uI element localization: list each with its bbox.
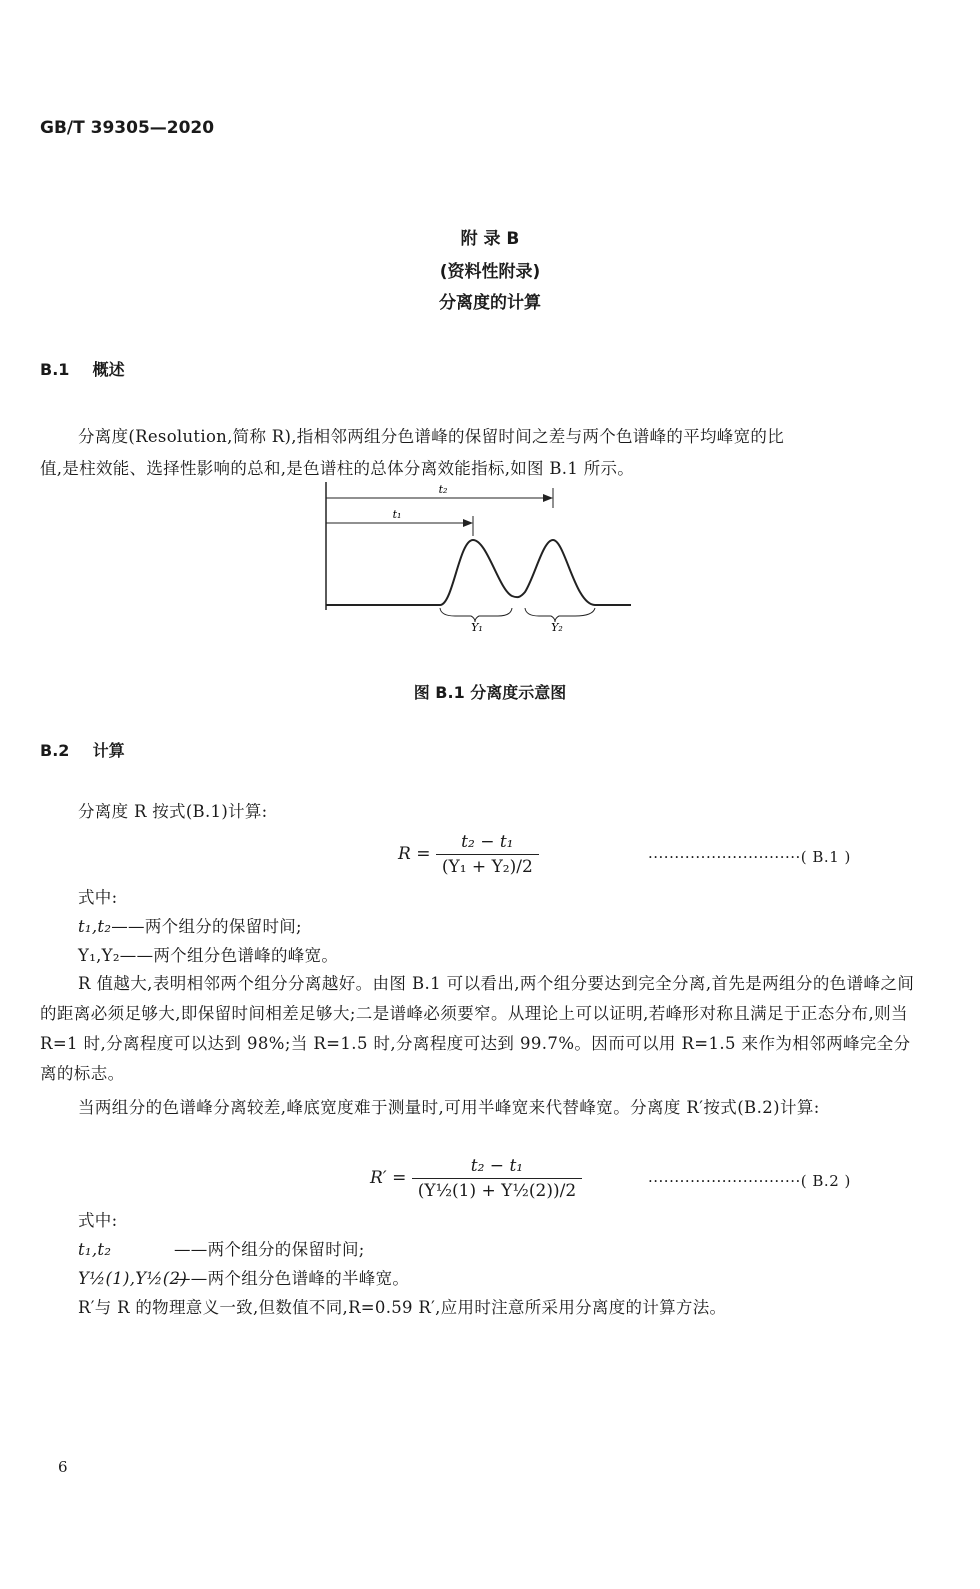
definition-y1-y2 [78, 942, 338, 966]
where-label-2: 式中: [78, 1211, 118, 1230]
definition-half-widths [78, 1265, 409, 1289]
formula-b2-label: ( B.2 ) [800, 1172, 851, 1190]
t1-label: t₁ [392, 508, 402, 521]
formula-b2-number [648, 1172, 851, 1190]
y1-brace [440, 608, 512, 622]
definition-text: ——两个组分色谱峰的峰宽。 [119, 946, 339, 965]
calc-intro: 分离度 R 按式(B.1)计算: [78, 802, 268, 821]
formula-b2-lhs: R′ = [370, 1168, 407, 1188]
appendix-heading: 附 录 B [460, 229, 520, 249]
chromatogram-curve [326, 540, 631, 605]
section-b2-heading [40, 738, 125, 761]
formula-b2-denominator: (Y½(1) + Y½(2))/2 [417, 1181, 577, 1201]
section-b1-title: 概述 [92, 360, 125, 379]
y2-label: Y₂ [551, 621, 563, 634]
figure-caption: 图 B.1 分离度示意图 [413, 683, 567, 702]
section-b2-title: 计算 [92, 741, 125, 760]
definition-symbol: Y₁,Y₂ [78, 946, 120, 965]
formula-b2-fraction [412, 1156, 582, 1201]
formula-b1-number [648, 848, 851, 866]
y1-label: Y₁ [471, 621, 483, 634]
definition-text: ——两个组分的保留时间; [174, 1240, 365, 1259]
formula-b2-leader: ····························· [648, 1172, 801, 1190]
page-number: 6 [58, 1458, 68, 1476]
definition-text: ——两个组分色谱峰的半峰宽。 [174, 1269, 410, 1288]
section-b1-number: B.1 [40, 360, 70, 379]
definition-symbol: t₁,t₂ [78, 917, 112, 936]
definition-symbol: t₁,t₂ [78, 1240, 112, 1259]
formula-b1-numerator: t₂ − t₁ [436, 832, 539, 855]
formula-b1-denominator: (Y₁ + Y₂)/2 [441, 857, 533, 877]
y2-brace [525, 608, 595, 622]
where-label-1: 式中: [78, 888, 118, 907]
formula-b1-lhs: R = [398, 844, 431, 864]
definition-t1-t2-second [78, 1236, 365, 1260]
intro-line-1: 分离度(Resolution,简称 R),指相邻两组分色谱峰的保留时间之差与两个色谱峰的平均峰宽的比 [78, 427, 784, 446]
formula-b1 [398, 832, 539, 877]
formula-b2-numerator: t₂ − t₁ [412, 1156, 582, 1179]
definition-symbol: Y½(1),Y½(2) [78, 1269, 188, 1288]
definition-t1-t2 [78, 913, 302, 937]
definition-text: ——两个组分的保留时间; [111, 917, 302, 936]
formula-b1-leader: ····························· [648, 848, 801, 866]
t1-arrowhead [463, 519, 473, 527]
explanation-paragraph: R 值越大,表明相邻两个组分分离越好。由图 B.1 可以看出,两个组分要达到完全分离,首先是两组分的色谱峰之间的距离必须足够大,即保留时间相差足够大;二是谱峰必须要窄。从理论上可以证明,若峰形对称且满足于正态分布,则当 R=1 时,分离程度可以达到 98%;当 R=1.5 时,分离程度可达到 99.7%。因而可以用 R=1.5 来作为相邻两峰完全分离的标志。 [40, 974, 915, 1083]
appendix-type: (资料性附录) [439, 262, 541, 282]
half-width-paragraph: 当两组分的色谱峰分离较差,峰底宽度难于测量时,可用半峰宽来代替峰宽。分离度 R′按式(B.2)计算: [78, 1098, 820, 1117]
document-id: GB/T 39305—2020 [40, 118, 215, 138]
section-b1-heading [40, 357, 125, 380]
intro-line-2: 值,是柱效能、选择性影响的总和,是色谱柱的总体分离效能指标,如图 B.1 所示。 [40, 459, 635, 478]
formula-b2 [370, 1156, 582, 1201]
t2-arrowhead [543, 494, 553, 502]
formula-b1-fraction [436, 832, 539, 877]
appendix-title: 分离度的计算 [439, 293, 541, 313]
section-b2-number: B.2 [40, 741, 70, 760]
resolution-figure [315, 478, 645, 638]
t2-label: t₂ [438, 483, 448, 496]
formula-b1-label: ( B.1 ) [800, 848, 851, 866]
final-note: R′与 R 的物理意义一致,但数值不同,R=0.59 R′,应用时注意所采用分离度的计算方法。 [78, 1298, 727, 1317]
